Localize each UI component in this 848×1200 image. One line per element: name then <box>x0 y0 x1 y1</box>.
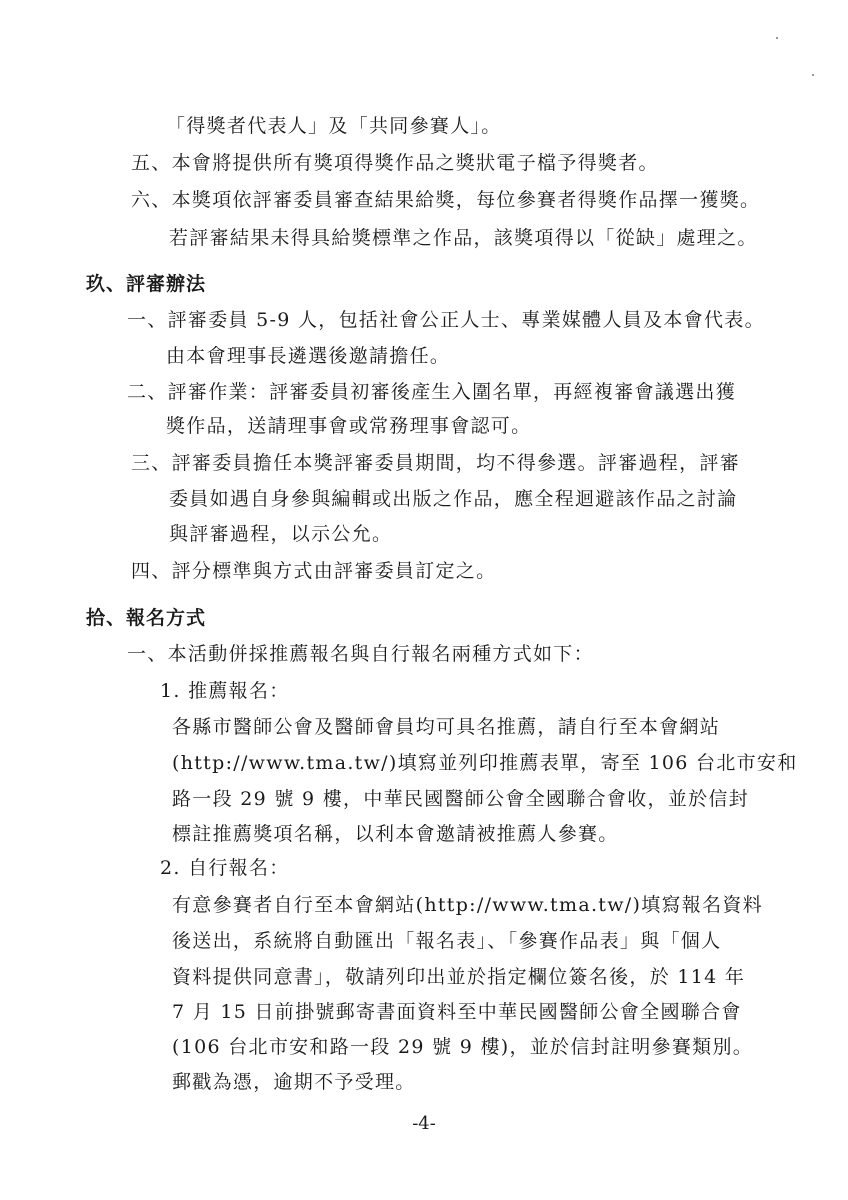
text-line: 獎作品，送請理事會或常務理事會認可。 <box>166 415 532 437</box>
text-line: 郵戳為憑，逾期不予受理。 <box>172 1071 416 1093</box>
section-heading: 玖、評審辦法 <box>86 273 207 295</box>
text-line: 1. 推薦報名： <box>160 680 290 702</box>
text-line: 後送出，系統將自動匯出「報名表」、「參賽作品表」與「個人 <box>172 930 722 952</box>
text-line: 四、評分標準與方式由評審委員訂定之。 <box>131 560 497 582</box>
text-line: 六、本獎項依評審委員審查結果給獎，每位參賽者得獎作品擇一獲獎。 <box>131 189 761 211</box>
text-line: 7 月 15 日前掛號郵寄書面資料至中華民國醫師公會全國聯合會 <box>172 1001 742 1023</box>
text-line: 五、本會將提供所有獎項得獎作品之獎狀電子檔予得獎者。 <box>131 152 659 174</box>
text-line: 各縣市醫師公會及醫師會員均可具名推薦，請自行至本會網站 <box>172 716 721 738</box>
text-line: 委員如遇自身參與編輯或出版之作品，應全程迴避該作品之討論 <box>169 488 738 510</box>
text-line: 若評審結果未得具給獎標準之作品，該獎項得以「從缺」處理之。 <box>169 227 758 249</box>
text-line: 標註推薦獎項名稱，以利本會邀請被推薦人參賽。 <box>172 823 619 845</box>
scan-speck <box>776 37 778 39</box>
text-line: (106 台北市安和路一段 29 號 9 樓)，並於信封註明參賽類別。 <box>172 1036 754 1058</box>
text-line: (http://www.tma.tw/)填寫並列印推薦表單，寄至 106 台北市安和 <box>172 752 798 774</box>
text-line: 由本會理事長遴選後邀請擔任。 <box>166 345 451 367</box>
text-line: 2. 自行報名： <box>160 857 290 879</box>
text-line: 有意參賽者自行至本會網站(http://www.tma.tw/)填寫報名資料 <box>172 894 763 916</box>
text-line: 一、本活動併採推薦報名與自行報名兩種方式如下： <box>127 643 594 665</box>
text-line: 二、評審作業：評審委員初審後產生入圍名單，再經複審會議選出獲 <box>127 381 737 403</box>
text-line: 與評審過程，以示公允。 <box>169 523 393 545</box>
text-line: 路一段 29 號 9 樓，中華民國醫師公會全國聯合會收，並於信封 <box>172 788 750 810</box>
text-line: 「得獎者代表人」及「共同參賽人」。 <box>166 115 502 137</box>
page-number: -4- <box>412 1113 436 1134</box>
text-line: 資料提供同意書」，敬請列印出並於指定欄位簽名後，於 114 年 <box>172 966 746 988</box>
text-line: 一、評審委員 5-9 人，包括社會公正人士、專業媒體人員及本會代表。 <box>127 309 765 331</box>
section-heading: 拾、報名方式 <box>86 607 207 629</box>
scan-speck <box>812 74 814 76</box>
text-line: 三、評審委員擔任本獎評審委員期間，均不得參選。評審過程，評審 <box>131 452 741 474</box>
